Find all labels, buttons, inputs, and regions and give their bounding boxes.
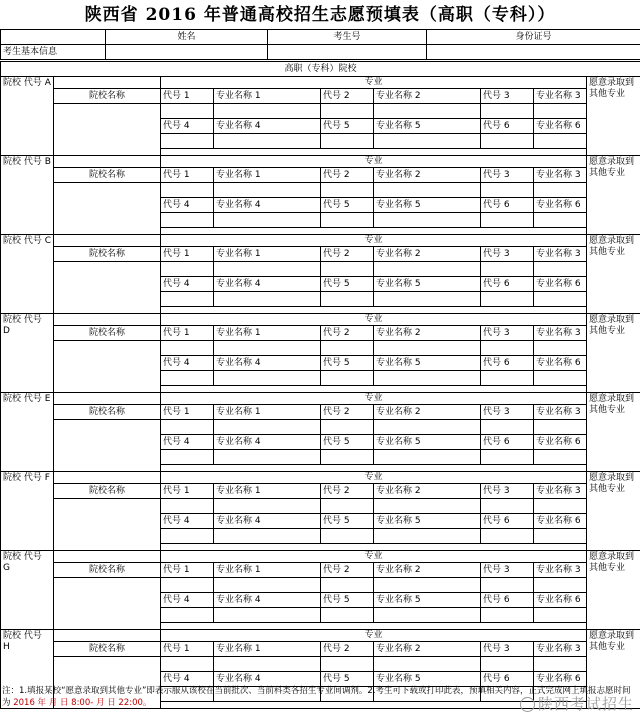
school-code-label: 院校 代号 E <box>1 393 54 472</box>
major-name-3-label: 专业名称 3 <box>534 642 587 657</box>
major-code-4-field[interactable] <box>161 292 214 307</box>
school-name-label: 院校名称 <box>54 247 161 262</box>
major-code-3-label: 代号 3 <box>481 484 534 499</box>
major-code-3-label: 代号 3 <box>481 247 534 262</box>
name-label: 姓名 <box>106 30 268 45</box>
major-name-4-label: 专业名称 4 <box>214 593 321 608</box>
school-name-field[interactable] <box>54 104 161 156</box>
slot-spacer <box>161 149 587 156</box>
major-code-2-label: 代号 2 <box>321 168 374 183</box>
wish-other-major-label[interactable]: 愿意录取到其他专业 <box>587 472 640 551</box>
info-label: 考生基本信息 <box>1 45 106 60</box>
school-name-field[interactable] <box>54 420 161 472</box>
major-code-2-label: 代号 2 <box>321 89 374 104</box>
major-name-5-label: 专业名称 5 <box>374 277 481 292</box>
major-name-4-field[interactable] <box>214 529 321 544</box>
major-name-3-field[interactable] <box>534 420 587 435</box>
major-code-4-field[interactable] <box>161 450 214 465</box>
major-name-2-field[interactable] <box>374 578 481 593</box>
major-code-1-field[interactable] <box>161 657 214 672</box>
school-code-label: 院校 代号 B <box>1 156 54 235</box>
major-name-5-field[interactable] <box>374 450 481 465</box>
school-name-label: 院校名称 <box>54 168 161 183</box>
major-name-5-label: 专业名称 5 <box>374 435 481 450</box>
major-code-4-label: 代号 4 <box>161 593 214 608</box>
major-name-2-label: 专业名称 2 <box>374 326 481 341</box>
school-choices-table <box>0 61 640 709</box>
major-code-3-field[interactable] <box>481 183 534 198</box>
school-name-blank <box>54 630 161 642</box>
major-header: 专业 <box>161 393 587 405</box>
major-name-2-label: 专业名称 2 <box>374 563 481 578</box>
major-code-3-label: 代号 3 <box>481 563 534 578</box>
major-name-1-field[interactable] <box>214 420 321 435</box>
major-name-1-field[interactable] <box>214 341 321 356</box>
major-name-1-label: 专业名称 1 <box>214 326 321 341</box>
major-name-1-field[interactable] <box>214 499 321 514</box>
major-code-4-field[interactable] <box>161 371 214 386</box>
major-code-2-label: 代号 2 <box>321 326 374 341</box>
major-code-6-label: 代号 6 <box>481 356 534 371</box>
school-name-blank <box>54 156 161 168</box>
major-code-1-field[interactable] <box>161 341 214 356</box>
school-name-field[interactable] <box>54 183 161 235</box>
major-code-5-field[interactable] <box>321 213 374 228</box>
major-code-5-label: 代号 5 <box>321 593 374 608</box>
major-header: 专业 <box>161 630 587 642</box>
major-name-3-label: 专业名称 3 <box>534 168 587 183</box>
major-code-4-label: 代号 4 <box>161 198 214 213</box>
wish-other-major-label[interactable]: 愿意录取到其他专业 <box>587 393 640 472</box>
major-name-4-field[interactable] <box>214 450 321 465</box>
school-name-blank <box>54 393 161 405</box>
major-code-2-field[interactable] <box>321 183 374 198</box>
school-code-label: 院校 代号 G <box>1 551 54 630</box>
footer-time: 2016 年 月 日 8:00- 月 日 22:00。 <box>13 698 152 708</box>
major-code-1-field[interactable] <box>161 262 214 277</box>
student-info-table <box>0 29 640 60</box>
wish-other-major-label[interactable]: 愿意录取到其他专业 <box>587 630 640 709</box>
major-code-5-field[interactable] <box>321 608 374 623</box>
wish-other-major-label[interactable]: 愿意录取到其他专业 <box>587 314 640 393</box>
major-code-1-label: 代号 1 <box>161 484 214 499</box>
major-name-2-label: 专业名称 2 <box>374 484 481 499</box>
major-code-6-label: 代号 6 <box>481 198 534 213</box>
major-code-1-field[interactable] <box>161 104 214 119</box>
major-name-3-field[interactable] <box>534 262 587 277</box>
major-code-4-label: 代号 4 <box>161 514 214 529</box>
major-code-3-field[interactable] <box>481 341 534 356</box>
major-code-2-label: 代号 2 <box>321 484 374 499</box>
wish-other-major-label[interactable]: 愿意录取到其他专业 <box>587 551 640 630</box>
major-code-5-label: 代号 5 <box>321 119 374 134</box>
major-name-2-field[interactable] <box>374 183 481 198</box>
id-field[interactable] <box>427 45 640 60</box>
major-code-6-field[interactable] <box>481 134 534 149</box>
major-name-6-label: 专业名称 6 <box>534 198 587 213</box>
major-code-3-label: 代号 3 <box>481 642 534 657</box>
major-name-5-field[interactable] <box>374 134 481 149</box>
major-name-2-label: 专业名称 2 <box>374 405 481 420</box>
school-code-label: 院校 代号 D <box>1 314 54 393</box>
major-code-6-field[interactable] <box>481 450 534 465</box>
major-name-6-field[interactable] <box>534 292 587 307</box>
major-name-3-field[interactable] <box>534 183 587 198</box>
major-code-2-label: 代号 2 <box>321 642 374 657</box>
major-code-5-label: 代号 5 <box>321 198 374 213</box>
major-name-2-field[interactable] <box>374 104 481 119</box>
footer-note-text: 注：1.填报某校“愿意录取到其他专业”即表示服从该校在当前批次、当前科类各招生专业间调剂。2.考生可下载或打印此表，预填相关内容，正式完成网上填报志愿时间为 <box>2 686 631 708</box>
major-code-6-label: 代号 6 <box>481 277 534 292</box>
slot-spacer <box>161 465 587 472</box>
major-code-5-label: 代号 5 <box>321 277 374 292</box>
major-name-4-label: 专业名称 4 <box>214 277 321 292</box>
exam-no-label: 考生号 <box>268 30 427 45</box>
major-code-6-field[interactable] <box>481 529 534 544</box>
major-code-1-field[interactable] <box>161 499 214 514</box>
major-header: 专业 <box>161 77 587 89</box>
major-name-3-field[interactable] <box>534 104 587 119</box>
major-code-6-label: 代号 6 <box>481 514 534 529</box>
watermark <box>520 693 634 714</box>
slot-spacer <box>161 228 587 235</box>
major-name-4-field[interactable] <box>214 134 321 149</box>
major-code-5-label: 代号 5 <box>321 672 374 687</box>
major-code-1-field[interactable] <box>161 578 214 593</box>
major-code-4-field[interactable] <box>161 213 214 228</box>
watermark-logo-icon <box>520 697 535 712</box>
major-code-5-label: 代号 5 <box>321 435 374 450</box>
major-name-6-field[interactable] <box>534 450 587 465</box>
school-name-label: 院校名称 <box>54 326 161 341</box>
major-name-4-label: 专业名称 4 <box>214 356 321 371</box>
major-code-1-label: 代号 1 <box>161 326 214 341</box>
major-code-2-label: 代号 2 <box>321 247 374 262</box>
exam-no-field[interactable] <box>268 45 427 60</box>
major-code-3-label: 代号 3 <box>481 326 534 341</box>
major-name-1-label: 专业名称 1 <box>214 405 321 420</box>
major-name-6-label: 专业名称 6 <box>534 672 587 687</box>
major-name-5-field[interactable] <box>374 371 481 386</box>
major-code-6-field[interactable] <box>481 292 534 307</box>
major-code-3-field[interactable] <box>481 104 534 119</box>
major-name-1-label: 专业名称 1 <box>214 563 321 578</box>
major-header: 专业 <box>161 472 587 484</box>
major-code-2-field[interactable] <box>321 420 374 435</box>
school-name-label: 院校名称 <box>54 563 161 578</box>
major-name-4-label: 专业名称 4 <box>214 198 321 213</box>
school-code-label: 院校 代号 H <box>1 630 54 709</box>
major-name-6-field[interactable] <box>534 529 587 544</box>
major-code-4-label: 代号 4 <box>161 356 214 371</box>
major-code-4-label: 代号 4 <box>161 277 214 292</box>
major-code-3-field[interactable] <box>481 499 534 514</box>
major-name-1-label: 专业名称 1 <box>214 642 321 657</box>
major-name-5-label: 专业名称 5 <box>374 198 481 213</box>
major-code-2-label: 代号 2 <box>321 563 374 578</box>
major-name-1-field[interactable] <box>214 262 321 277</box>
major-code-6-field[interactable] <box>481 608 534 623</box>
major-code-1-label: 代号 1 <box>161 642 214 657</box>
major-code-6-label: 代号 6 <box>481 119 534 134</box>
major-name-4-field[interactable] <box>214 608 321 623</box>
major-name-1-label: 专业名称 1 <box>214 168 321 183</box>
major-name-4-label: 专业名称 4 <box>214 435 321 450</box>
major-code-6-field[interactable] <box>481 213 534 228</box>
major-name-2-label: 专业名称 2 <box>374 247 481 262</box>
school-name-field[interactable] <box>54 499 161 551</box>
major-name-1-label: 专业名称 1 <box>214 484 321 499</box>
major-code-2-field[interactable] <box>321 341 374 356</box>
major-name-3-label: 专业名称 3 <box>534 247 587 262</box>
major-name-6-field[interactable] <box>534 608 587 623</box>
major-name-5-label: 专业名称 5 <box>374 356 481 371</box>
major-code-3-field[interactable] <box>481 262 534 277</box>
major-name-1-field[interactable] <box>214 104 321 119</box>
major-name-6-label: 专业名称 6 <box>534 277 587 292</box>
major-code-1-label: 代号 1 <box>161 168 214 183</box>
major-code-3-label: 代号 3 <box>481 89 534 104</box>
major-header: 专业 <box>161 551 587 563</box>
major-code-2-field[interactable] <box>321 104 374 119</box>
major-code-5-field[interactable] <box>321 450 374 465</box>
major-code-4-field[interactable] <box>161 134 214 149</box>
major-name-6-field[interactable] <box>534 213 587 228</box>
school-code-label: 院校 代号 C <box>1 235 54 314</box>
school-name-field[interactable] <box>54 341 161 393</box>
major-code-3-field[interactable] <box>481 657 534 672</box>
major-code-1-label: 代号 1 <box>161 405 214 420</box>
school-name-label: 院校名称 <box>54 484 161 499</box>
major-name-1-field[interactable] <box>214 657 321 672</box>
major-code-5-label: 代号 5 <box>321 514 374 529</box>
major-name-6-label: 专业名称 6 <box>534 435 587 450</box>
slot-spacer <box>161 544 587 551</box>
school-code-label: 院校 代号 A <box>1 77 54 156</box>
major-name-4-field[interactable] <box>214 292 321 307</box>
major-code-5-label: 代号 5 <box>321 356 374 371</box>
major-name-6-field[interactable] <box>534 371 587 386</box>
slot-spacer <box>161 623 587 630</box>
major-name-1-label: 专业名称 1 <box>214 247 321 262</box>
school-name-blank <box>54 235 161 247</box>
major-code-1-field[interactable] <box>161 420 214 435</box>
major-name-3-label: 专业名称 3 <box>534 484 587 499</box>
major-name-3-label: 专业名称 3 <box>534 563 587 578</box>
major-code-5-field[interactable] <box>321 529 374 544</box>
major-code-4-field[interactable] <box>161 529 214 544</box>
major-header: 专业 <box>161 235 587 247</box>
major-name-4-label: 专业名称 4 <box>214 672 321 687</box>
major-name-5-field[interactable] <box>374 529 481 544</box>
major-name-4-field[interactable] <box>214 213 321 228</box>
major-name-5-field[interactable] <box>374 292 481 307</box>
major-name-4-label: 专业名称 4 <box>214 119 321 134</box>
major-name-2-label: 专业名称 2 <box>374 642 481 657</box>
slot-spacer <box>161 386 587 393</box>
major-code-4-label: 代号 4 <box>161 672 214 687</box>
slot-spacer <box>161 307 587 314</box>
major-code-1-label: 代号 1 <box>161 247 214 262</box>
major-name-2-field[interactable] <box>374 499 481 514</box>
major-name-5-label: 专业名称 5 <box>374 119 481 134</box>
major-name-5-field[interactable] <box>374 608 481 623</box>
major-name-2-label: 专业名称 2 <box>374 168 481 183</box>
school-name-field[interactable] <box>54 578 161 630</box>
major-name-4-label: 专业名称 4 <box>214 514 321 529</box>
major-name-2-label: 专业名称 2 <box>374 89 481 104</box>
watermark-text: 陕西考试招生 <box>537 695 634 713</box>
major-code-1-label: 代号 1 <box>161 563 214 578</box>
major-code-2-field[interactable] <box>321 657 374 672</box>
form-title: 陕西省 2016 年普通高校招生志愿预填表（高职（专科）） <box>84 5 556 25</box>
major-name-2-field[interactable] <box>374 657 481 672</box>
major-code-2-field[interactable] <box>321 499 374 514</box>
major-code-2-field[interactable] <box>321 262 374 277</box>
school-name-blank <box>54 314 161 326</box>
school-name-field[interactable] <box>54 262 161 314</box>
major-header: 专业 <box>161 156 587 168</box>
major-code-3-field[interactable] <box>481 578 534 593</box>
major-code-3-field[interactable] <box>481 420 534 435</box>
major-code-2-field[interactable] <box>321 578 374 593</box>
major-name-3-label: 专业名称 3 <box>534 405 587 420</box>
school-name-blank <box>54 472 161 484</box>
major-name-5-field[interactable] <box>374 213 481 228</box>
major-code-3-label: 代号 3 <box>481 405 534 420</box>
school-name-label: 院校名称 <box>54 642 161 657</box>
major-code-6-label: 代号 6 <box>481 672 534 687</box>
major-code-4-label: 代号 4 <box>161 435 214 450</box>
major-name-2-field[interactable] <box>374 262 481 277</box>
major-header: 专业 <box>161 314 587 326</box>
school-code-label: 院校 代号 F <box>1 472 54 551</box>
major-name-5-label: 专业名称 5 <box>374 593 481 608</box>
major-code-6-label: 代号 6 <box>481 435 534 450</box>
section-title: 高职（专科）院校 <box>1 62 640 77</box>
major-name-6-label: 专业名称 6 <box>534 593 587 608</box>
major-code-5-field[interactable] <box>321 292 374 307</box>
school-name-blank <box>54 77 161 89</box>
major-name-1-field[interactable] <box>214 183 321 198</box>
major-name-6-field[interactable] <box>534 134 587 149</box>
school-name-label: 院校名称 <box>54 405 161 420</box>
major-code-5-field[interactable] <box>321 371 374 386</box>
major-name-3-label: 专业名称 3 <box>534 326 587 341</box>
id-label: 身份证号 <box>427 30 640 45</box>
major-name-3-field[interactable] <box>534 578 587 593</box>
info-blank <box>1 30 106 45</box>
school-name-blank <box>54 551 161 563</box>
major-name-6-label: 专业名称 6 <box>534 514 587 529</box>
major-code-2-label: 代号 2 <box>321 405 374 420</box>
major-name-1-field[interactable] <box>214 578 321 593</box>
major-name-3-field[interactable] <box>534 341 587 356</box>
school-name-label: 院校名称 <box>54 89 161 104</box>
major-code-3-label: 代号 3 <box>481 168 534 183</box>
major-name-2-field[interactable] <box>374 341 481 356</box>
major-name-3-field[interactable] <box>534 499 587 514</box>
major-name-6-label: 专业名称 6 <box>534 356 587 371</box>
major-name-3-label: 专业名称 3 <box>534 89 587 104</box>
major-name-6-label: 专业名称 6 <box>534 119 587 134</box>
major-code-5-field[interactable] <box>321 134 374 149</box>
major-name-5-label: 专业名称 5 <box>374 672 481 687</box>
wish-other-major-label[interactable]: 愿意录取到其他专业 <box>587 235 640 314</box>
wish-other-major-label[interactable]: 愿意录取到其他专业 <box>587 77 640 156</box>
major-code-1-field[interactable] <box>161 183 214 198</box>
major-code-1-label: 代号 1 <box>161 89 214 104</box>
major-name-5-label: 专业名称 5 <box>374 514 481 529</box>
major-name-1-label: 专业名称 1 <box>214 89 321 104</box>
major-code-6-field[interactable] <box>481 371 534 386</box>
major-code-4-field[interactable] <box>161 608 214 623</box>
major-name-4-field[interactable] <box>214 371 321 386</box>
major-name-2-field[interactable] <box>374 420 481 435</box>
major-name-3-field[interactable] <box>534 657 587 672</box>
name-field[interactable] <box>106 45 268 60</box>
wish-other-major-label[interactable]: 愿意录取到其他专业 <box>587 156 640 235</box>
major-code-6-label: 代号 6 <box>481 593 534 608</box>
major-code-4-label: 代号 4 <box>161 119 214 134</box>
